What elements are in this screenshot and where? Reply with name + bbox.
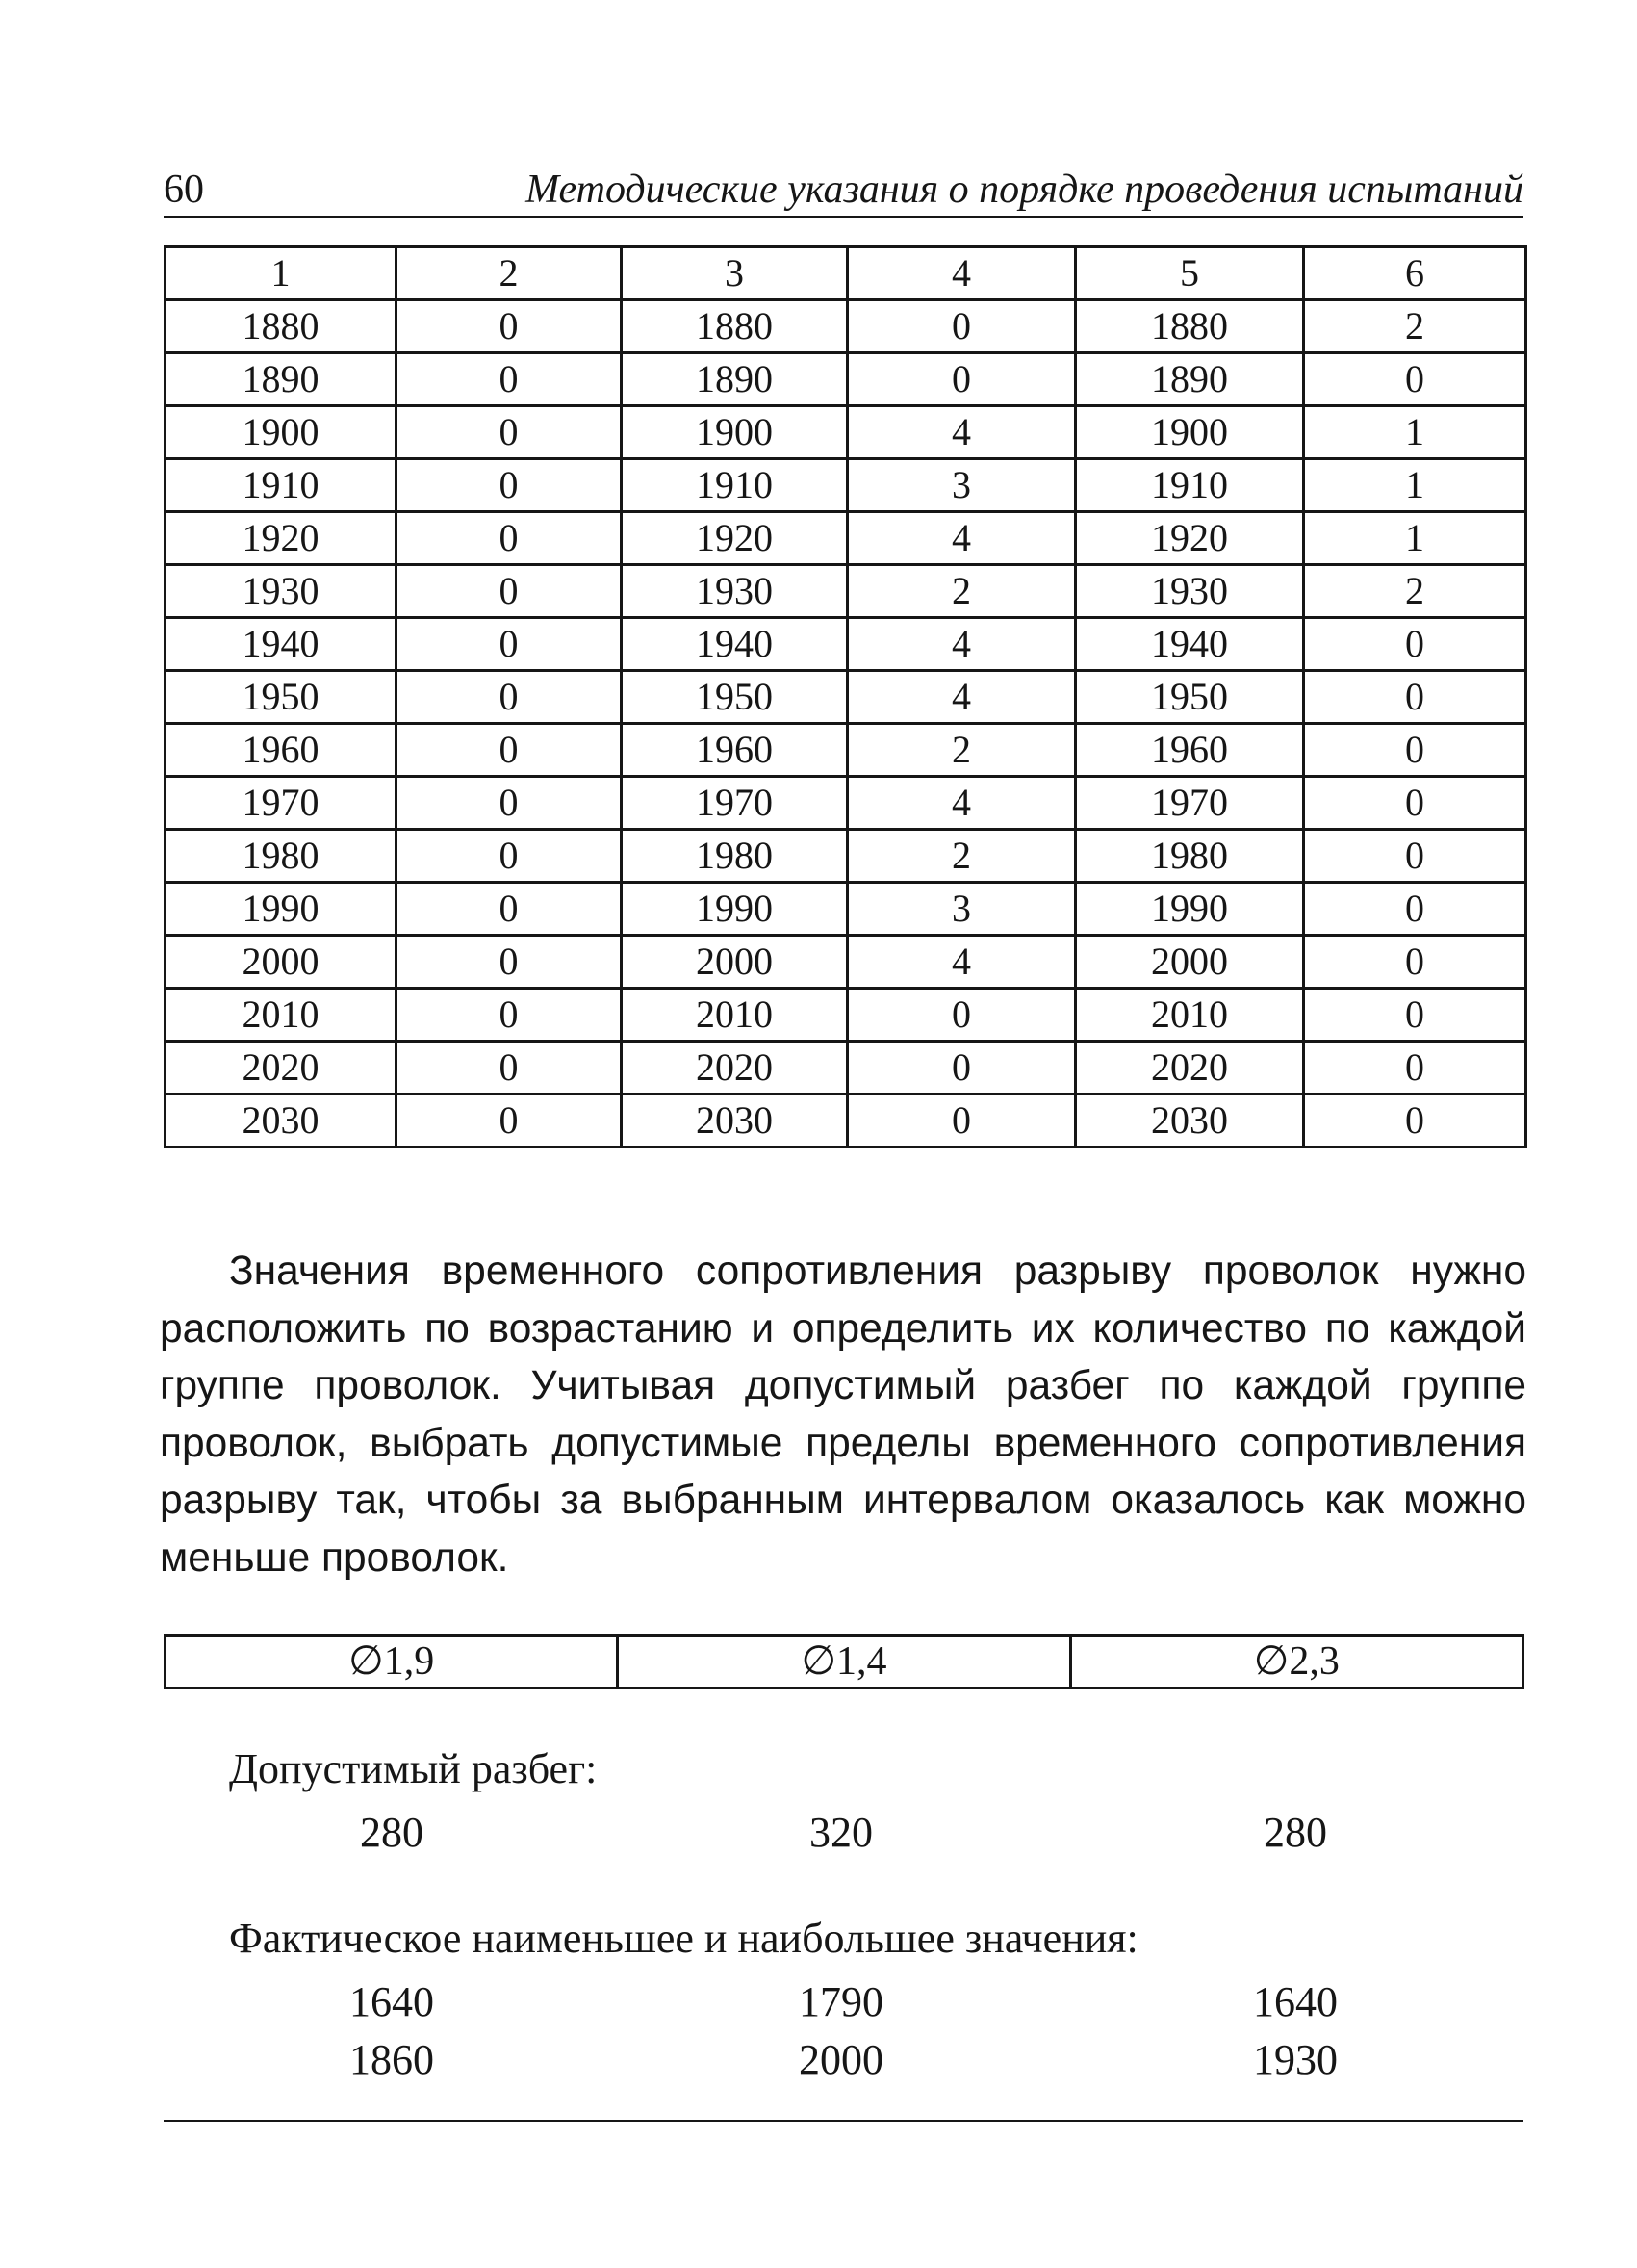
- table-cell: 1950: [1076, 671, 1304, 724]
- table-cell: 2000: [1076, 936, 1304, 989]
- table-row: [166, 512, 1526, 565]
- page-number: 60: [164, 168, 204, 212]
- table-cell: 1990: [166, 883, 396, 936]
- header-rule: [164, 216, 1523, 218]
- table-cell: 1930: [166, 565, 396, 618]
- table-cell: 2030: [166, 1095, 396, 1147]
- table-cell: 0: [1304, 777, 1526, 830]
- table-cell: 0: [396, 512, 622, 565]
- table-cell: 4: [848, 512, 1076, 565]
- table-header-row: [166, 247, 1526, 300]
- table-cell: 0: [1304, 936, 1526, 989]
- table-row: [166, 353, 1526, 406]
- table-cell: 0: [1304, 671, 1526, 724]
- table-cell: 2: [1304, 565, 1526, 618]
- table-cell: 1900: [1076, 406, 1304, 459]
- table-row: [166, 671, 1526, 724]
- table-row: [166, 618, 1526, 671]
- table-row: [166, 1042, 1526, 1095]
- table-cell: 0: [396, 618, 622, 671]
- actual-min-value: 1790: [799, 1978, 883, 2025]
- table-cell: 0: [396, 353, 622, 406]
- table-cell: 2010: [622, 989, 848, 1042]
- table-cell: 1930: [622, 565, 848, 618]
- table-row: [166, 936, 1526, 989]
- table-cell: 1880: [1076, 300, 1304, 353]
- column-header: 6: [1304, 247, 1526, 300]
- tolerance-label: Допустимый разбег:: [229, 1745, 598, 1792]
- table-cell: 0: [396, 830, 622, 883]
- table-cell: 1960: [1076, 724, 1304, 777]
- table-cell: 0: [396, 406, 622, 459]
- table-cell: 1890: [622, 353, 848, 406]
- actual-min-value: 1640: [349, 1978, 434, 2025]
- table-cell: 1960: [622, 724, 848, 777]
- table-cell: 1940: [622, 618, 848, 671]
- table-cell: 0: [396, 1095, 622, 1147]
- table-cell: 0: [396, 300, 622, 353]
- table-cell: 1970: [166, 777, 396, 830]
- table-cell: 1880: [166, 300, 396, 353]
- table-cell: 1940: [166, 618, 396, 671]
- table-cell: 1: [1304, 406, 1526, 459]
- table-cell: 1990: [622, 883, 848, 936]
- table-cell: 1970: [622, 777, 848, 830]
- table-cell: 3: [848, 459, 1076, 512]
- data-table: [164, 245, 1527, 1148]
- actual-min-value: 1640: [1253, 1978, 1338, 2025]
- table-row: [166, 1095, 1526, 1147]
- table-cell: 0: [1304, 830, 1526, 883]
- column-header: 5: [1076, 247, 1304, 300]
- table-cell: 1970: [1076, 777, 1304, 830]
- table-cell: 2010: [166, 989, 396, 1042]
- table-cell: 2010: [1076, 989, 1304, 1042]
- table-cell: 2020: [622, 1042, 848, 1095]
- table-cell: 2000: [622, 936, 848, 989]
- table-cell: 4: [848, 406, 1076, 459]
- table-cell: 1920: [622, 512, 848, 565]
- diameter-row: [166, 1636, 1523, 1688]
- table-cell: 0: [1304, 989, 1526, 1042]
- table-row: [166, 565, 1526, 618]
- table-cell: 0: [848, 300, 1076, 353]
- table-cell: 2000: [166, 936, 396, 989]
- table-cell: 1900: [166, 406, 396, 459]
- table-cell: 1890: [1076, 353, 1304, 406]
- table-cell: 0: [396, 459, 622, 512]
- table-row: [166, 777, 1526, 830]
- table-cell: 1980: [1076, 830, 1304, 883]
- table-cell: 0: [848, 353, 1076, 406]
- table-row: [166, 724, 1526, 777]
- table-cell: 1: [1304, 512, 1526, 565]
- actual-max-values: [0, 2035, 1637, 2085]
- table-cell: 0: [396, 936, 622, 989]
- table-cell: 0: [396, 565, 622, 618]
- table-cell: 1940: [1076, 618, 1304, 671]
- table-row: [166, 300, 1526, 353]
- tolerance-value: 280: [360, 1809, 423, 1856]
- table-cell: 0: [396, 1042, 622, 1095]
- table-cell: 2030: [622, 1095, 848, 1147]
- table-cell: 1960: [166, 724, 396, 777]
- table-cell: 4: [848, 618, 1076, 671]
- table-cell: 0: [1304, 1095, 1526, 1147]
- table-row: [166, 883, 1526, 936]
- table-cell: 2: [848, 724, 1076, 777]
- diameter-cell: ∅1,4: [618, 1636, 1070, 1688]
- table-cell: 2: [848, 830, 1076, 883]
- table-cell: 0: [848, 989, 1076, 1042]
- table-row: [166, 459, 1526, 512]
- table-cell: 0: [848, 1042, 1076, 1095]
- table-cell: 2020: [166, 1042, 396, 1095]
- column-header: 3: [622, 247, 848, 300]
- table-row: [166, 830, 1526, 883]
- table-cell: 1910: [622, 459, 848, 512]
- table-cell: 1950: [622, 671, 848, 724]
- table-cell: 1980: [622, 830, 848, 883]
- table-cell: 0: [396, 777, 622, 830]
- table-cell: 0: [1304, 724, 1526, 777]
- table-cell: 0: [1304, 1042, 1526, 1095]
- actual-values-label: Фактическое наименьшее и наибольшее значения:: [229, 1915, 1138, 1962]
- table-cell: 0: [396, 883, 622, 936]
- table-cell: 1950: [166, 671, 396, 724]
- table-cell: 0: [1304, 618, 1526, 671]
- footer-rule: [164, 2120, 1523, 2122]
- table-cell: 0: [1304, 883, 1526, 936]
- table-row: [166, 406, 1526, 459]
- actual-max-value: 2000: [799, 2036, 883, 2083]
- table-cell: 0: [848, 1095, 1076, 1147]
- column-header: 1: [166, 247, 396, 300]
- actual-max-value: 1930: [1253, 2036, 1338, 2083]
- table-cell: 0: [396, 671, 622, 724]
- actual-max-value: 1860: [349, 2036, 434, 2083]
- table-cell: 2: [848, 565, 1076, 618]
- table-cell: 1: [1304, 459, 1526, 512]
- table-cell: 0: [1304, 353, 1526, 406]
- table-cell: 1880: [622, 300, 848, 353]
- actual-min-values: [0, 1977, 1637, 2027]
- table-cell: 1930: [1076, 565, 1304, 618]
- column-header: 2: [396, 247, 622, 300]
- table-cell: 1910: [166, 459, 396, 512]
- table-cell: 2020: [1076, 1042, 1304, 1095]
- table-cell: 4: [848, 936, 1076, 989]
- tolerance-value: 320: [809, 1809, 873, 1856]
- table-row: [166, 989, 1526, 1042]
- diameter-cell: ∅2,3: [1070, 1636, 1522, 1688]
- table-cell: 0: [396, 724, 622, 777]
- diameter-cell: ∅1,9: [166, 1636, 618, 1688]
- table-cell: 1900: [622, 406, 848, 459]
- running-title: Методические указания о порядке проведения испытаний: [525, 168, 1523, 212]
- table-cell: 4: [848, 777, 1076, 830]
- table-cell: 1920: [1076, 512, 1304, 565]
- instructions-paragraph: Значения временного сопротивления разрыву проволок нужно расположить по возрастанию и определить их количество по каждой группе проволок. Учитывая допустимый разбег по каждой группе проволок, выбрать допустимые пределы временного сопротивления разрыву так, чтобы за выбранным интервалом оказалось как можно меньше проволок.: [160, 1249, 1526, 1581]
- table-cell: 1890: [166, 353, 396, 406]
- table-cell: 2: [1304, 300, 1526, 353]
- table-cell: 0: [396, 989, 622, 1042]
- column-header: 4: [848, 247, 1076, 300]
- table-cell: 2030: [1076, 1095, 1304, 1147]
- table-cell: 1910: [1076, 459, 1304, 512]
- table-cell: 1980: [166, 830, 396, 883]
- table-cell: 4: [848, 671, 1076, 724]
- table-cell: 3: [848, 883, 1076, 936]
- tolerance-values: [0, 1808, 1637, 1858]
- diameter-table: [164, 1634, 1524, 1689]
- table-cell: 1920: [166, 512, 396, 565]
- tolerance-value: 280: [1264, 1809, 1327, 1856]
- table-cell: 1990: [1076, 883, 1304, 936]
